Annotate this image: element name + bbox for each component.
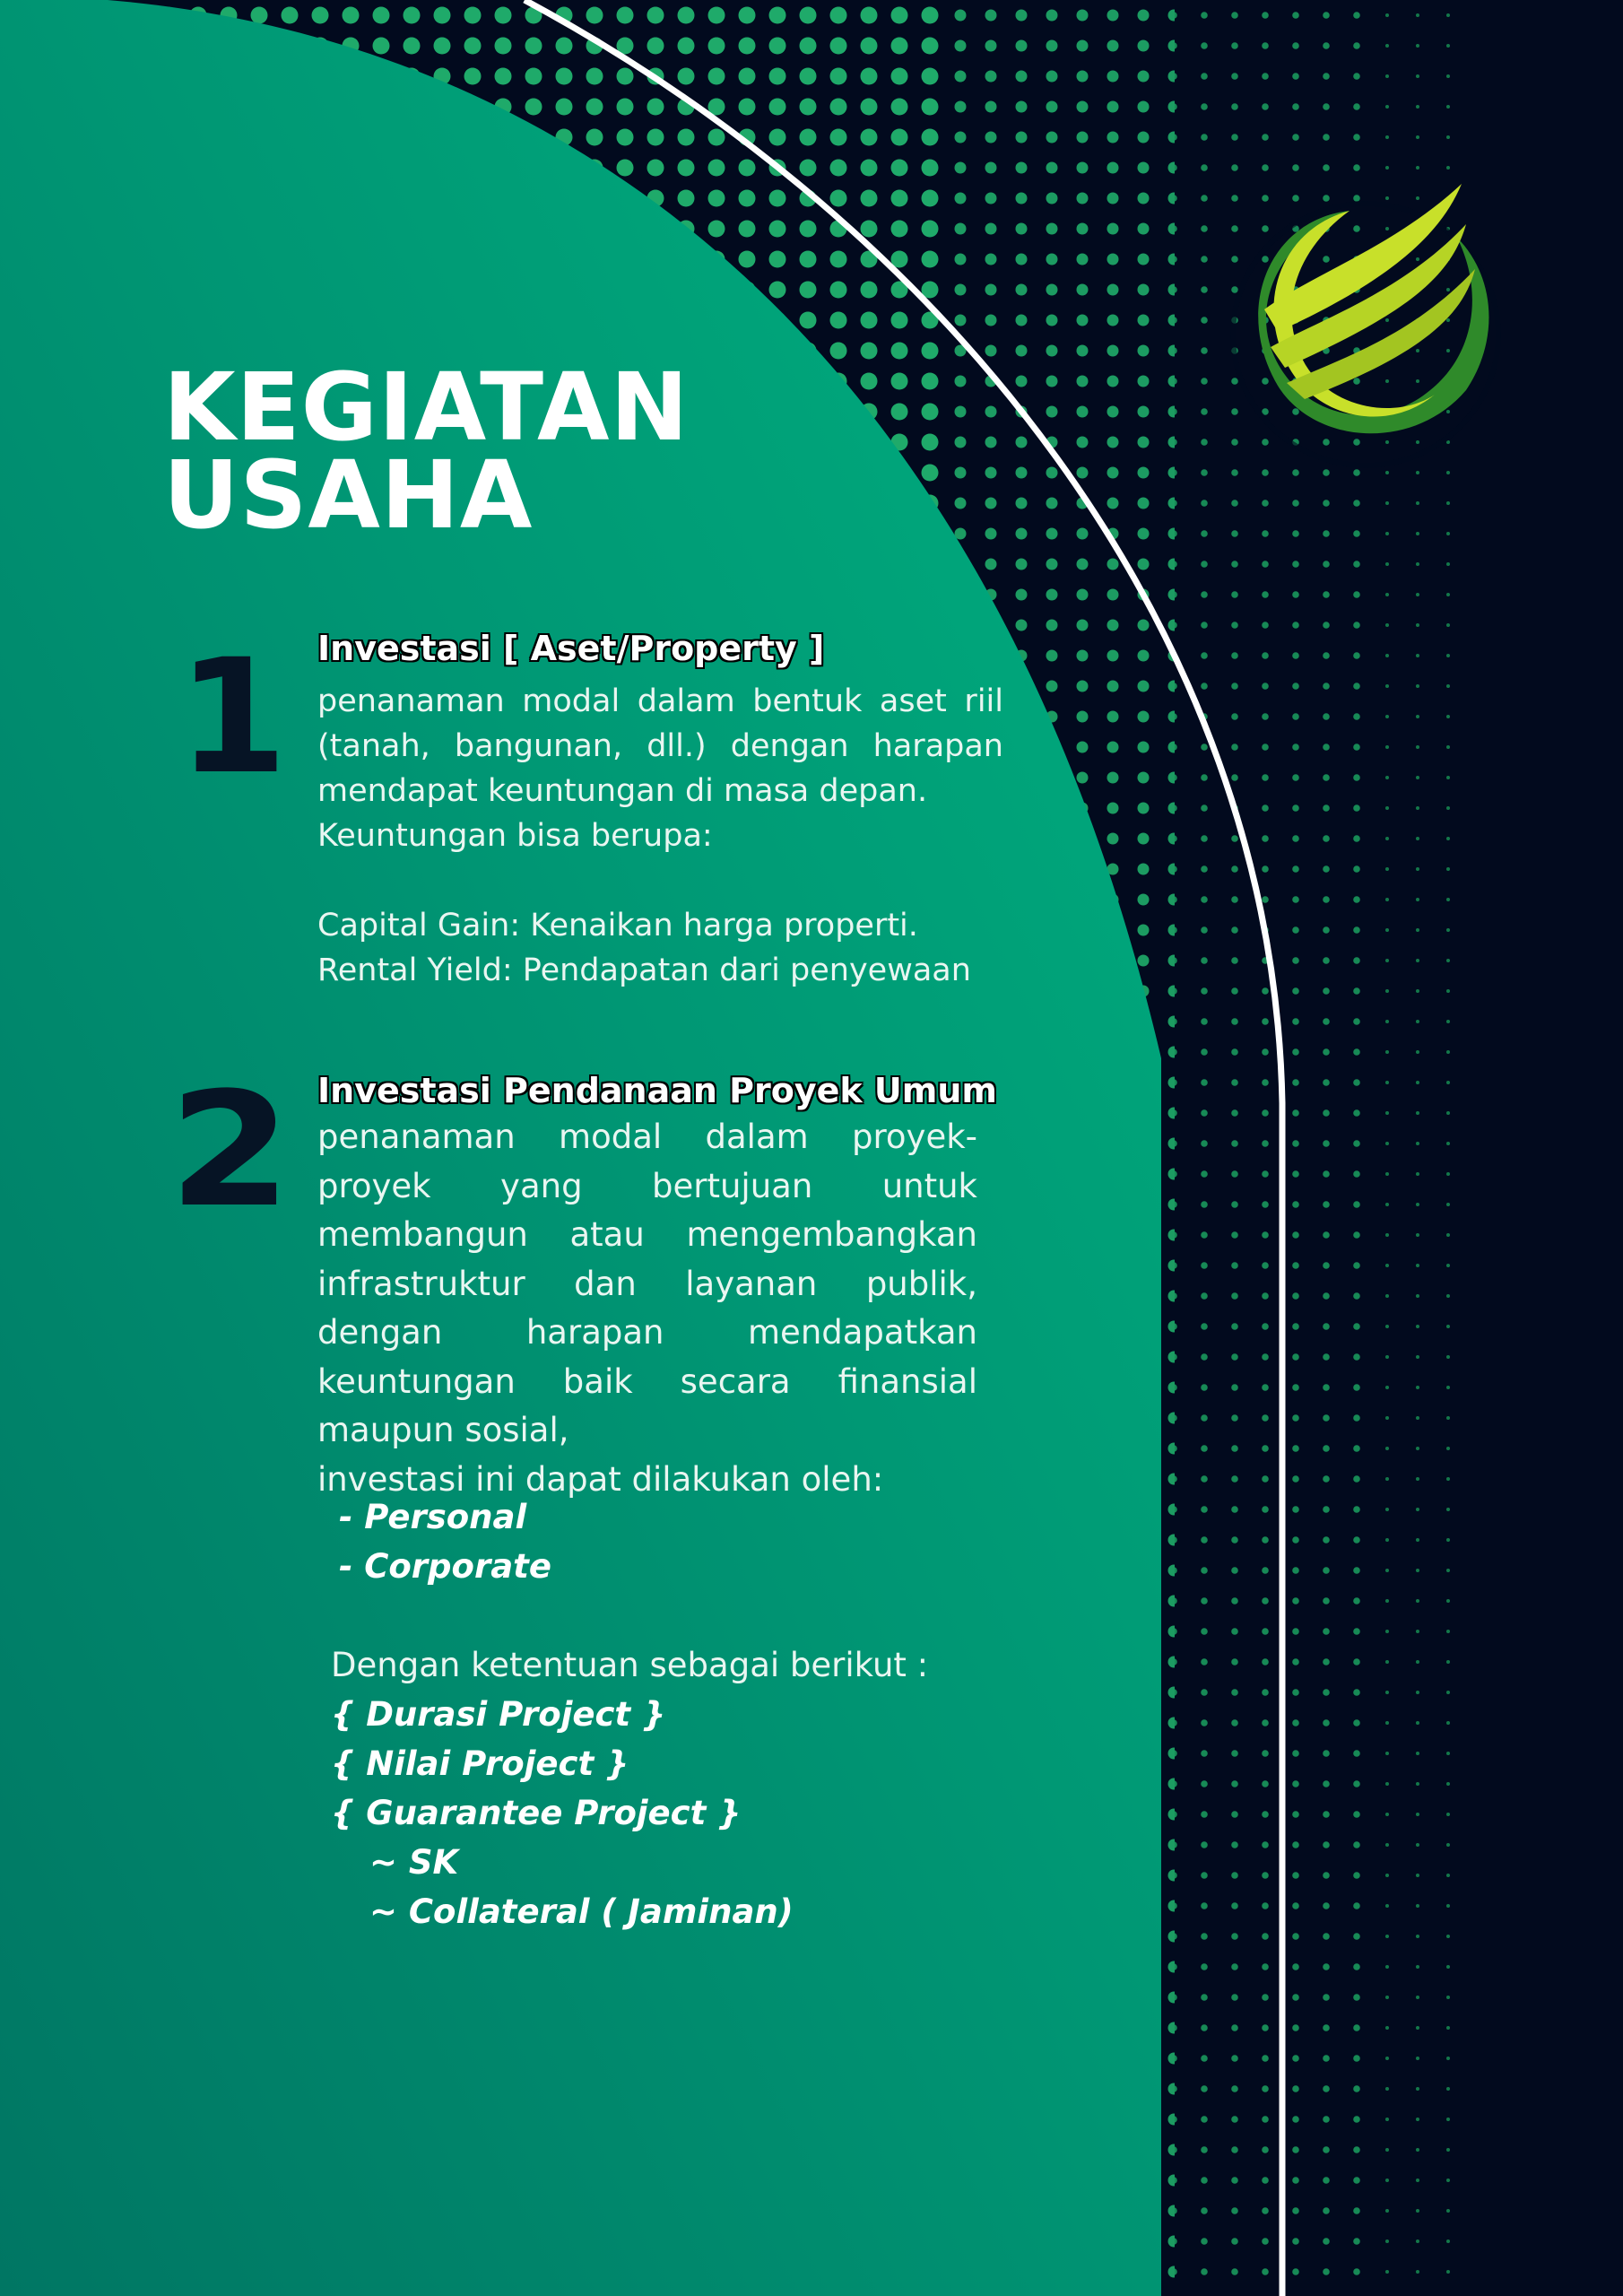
guarantee-sub-collateral: ~ Collateral ( Jaminan)	[369, 1892, 794, 1931]
section-2-body-text: penanaman modal dalam proyek-proyek yang bertujuan untuk membangun atau mengembangkan infrastruktur dan layanan publik, dengan harapan mendapatkan keuntungan baik secara finansial maupun sosial,	[317, 1118, 977, 1449]
section-number-2: 2	[169, 1058, 292, 1242]
swoosh-logo-icon	[1215, 175, 1511, 480]
title-line-1: KEGIATAN	[163, 352, 690, 462]
terms-intro: Dengan ketentuan sebagai berikut :	[331, 1646, 929, 1684]
section-1-body-last: Keuntungan bisa berupa:	[317, 818, 713, 854]
section-number-1: 1	[178, 625, 288, 809]
section-1-body-text: penanaman modal dalam bentuk aset riil (tanah, bangunan, dll.) dengan harapan mendapat keuntungan di masa depan.	[317, 683, 1003, 809]
guarantee-sub-sk: ~ SK	[369, 1843, 459, 1882]
party-corporate: - Corporate	[339, 1547, 551, 1586]
term-guarantee-project: { Guarantee Project }	[331, 1794, 742, 1832]
term-nilai-project: { Nilai Project }	[331, 1744, 629, 1783]
section-1-point-capital-gain: Capital Gain: Kenaikan harga properti.	[317, 908, 918, 944]
section-2-body	[317, 1113, 977, 1504]
section-1-heading: Investasi [ Aset/Property ]	[317, 629, 825, 668]
section-1-point-rental-yield: Rental Yield: Pendapatan dari penyewaan	[317, 952, 971, 988]
section-2-heading: Investasi Pendanaan Proyek Umum	[317, 1071, 998, 1110]
title-line-2: USAHA	[163, 440, 534, 550]
page-title	[163, 352, 690, 550]
section-2-body-last: investasi ini dapat dilakukan oleh:	[317, 1459, 884, 1499]
section-1-body	[317, 679, 1003, 858]
term-durasi-project: { Durasi Project }	[331, 1695, 666, 1734]
party-personal: - Personal	[339, 1498, 527, 1536]
